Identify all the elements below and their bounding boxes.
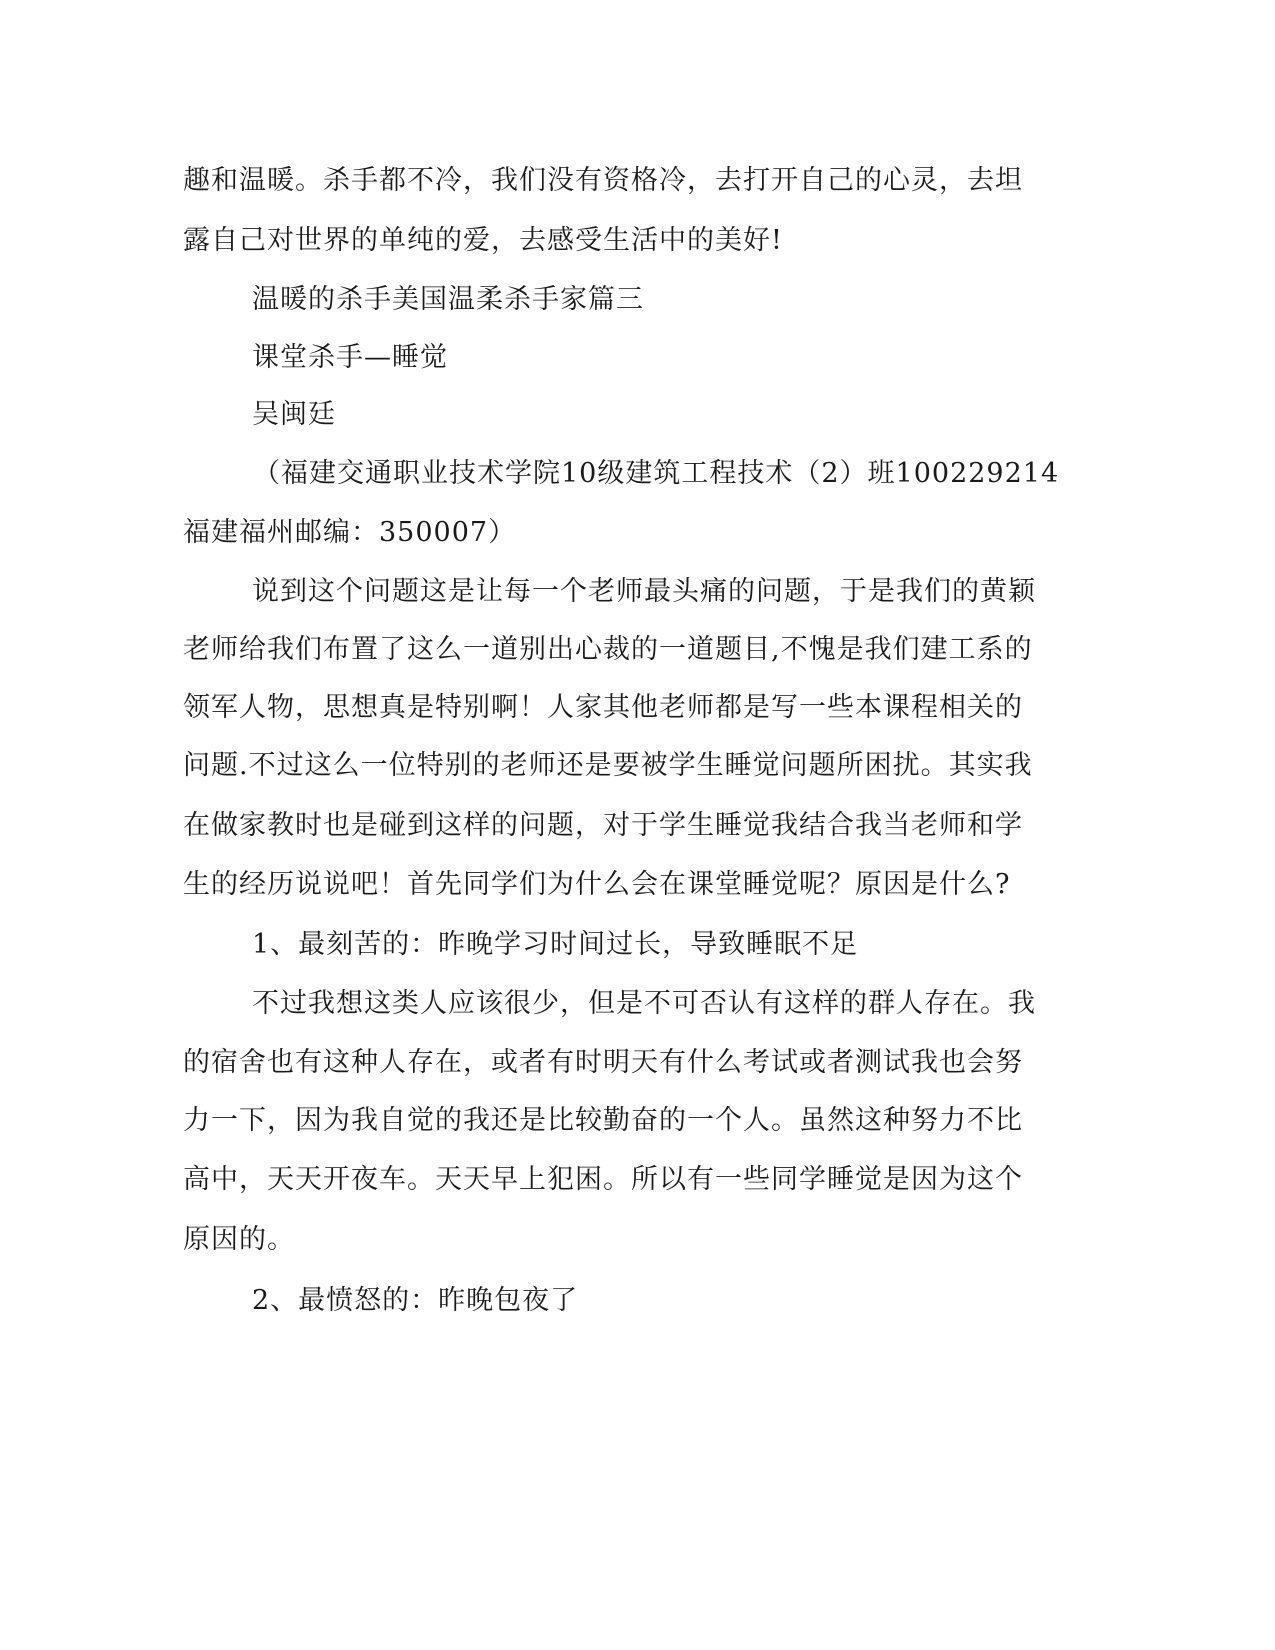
text-line: 生的经历说说吧！首先同学们为什么会在课堂睡觉呢？原因是什么? (183, 869, 1011, 900)
text-line: 领军人物，思想真是特别啊！人家其他老师都是写一些本课程相关的 (183, 692, 1023, 723)
text-line: 露自己对世界的单纯的爱，去感受生活中的美好! (183, 225, 783, 256)
list-item-heading: 1、最刻苦的：昨晚学习时间过长，导致睡眠不足 (252, 929, 859, 960)
list-item-heading: 2、最愤怒的：昨晚包夜了 (252, 1285, 579, 1316)
section-title: 温暖的杀手美国温柔杀手家篇三 (252, 284, 644, 315)
text-line: 原因的。 (183, 1224, 295, 1255)
author-affiliation: （福建交通职业技术学院10级建筑工程技术（2）班100229214 (253, 458, 1060, 489)
text-line: 力一下，因为我自觉的我还是比较勤奋的一个人。虽然这种努力不比 (183, 1105, 1023, 1136)
text-line: 在做家教时也是碰到这样的问题，对于学生睡觉我结合我当老师和学 (183, 810, 1023, 841)
author-name: 吴闽廷 (252, 399, 336, 430)
text-line: 问题.不过这么一位特别的老师还是要被学生睡觉问题所困扰。其实我 (183, 750, 1033, 781)
text-line: 老师给我们布置了这么一道别出心裁的一道题目,不愧是我们建工系的 (183, 634, 1033, 665)
article-title: 课堂杀手—睡觉 (252, 342, 448, 373)
text-line: 趣和温暖。杀手都不冷，我们没有资格冷，去打开自己的心灵，去坦 (183, 165, 1023, 196)
text-line: 不过我想这类人应该很少，但是不可否认有这样的群人存在。我 (252, 988, 1036, 1019)
text-line: 高中，天天开夜车。天天早上犯困。所以有一些同学睡觉是因为这个 (183, 1164, 1023, 1195)
text-line: 的宿舍也有这种人存在，或者有时明天有什么考试或者测试我也会努 (183, 1047, 1023, 1078)
text-line: 说到这个问题这是让每一个老师最头痛的问题，于是我们的黄颖 (252, 576, 1036, 607)
author-affiliation: 福建福州邮编：350007） (183, 517, 517, 548)
